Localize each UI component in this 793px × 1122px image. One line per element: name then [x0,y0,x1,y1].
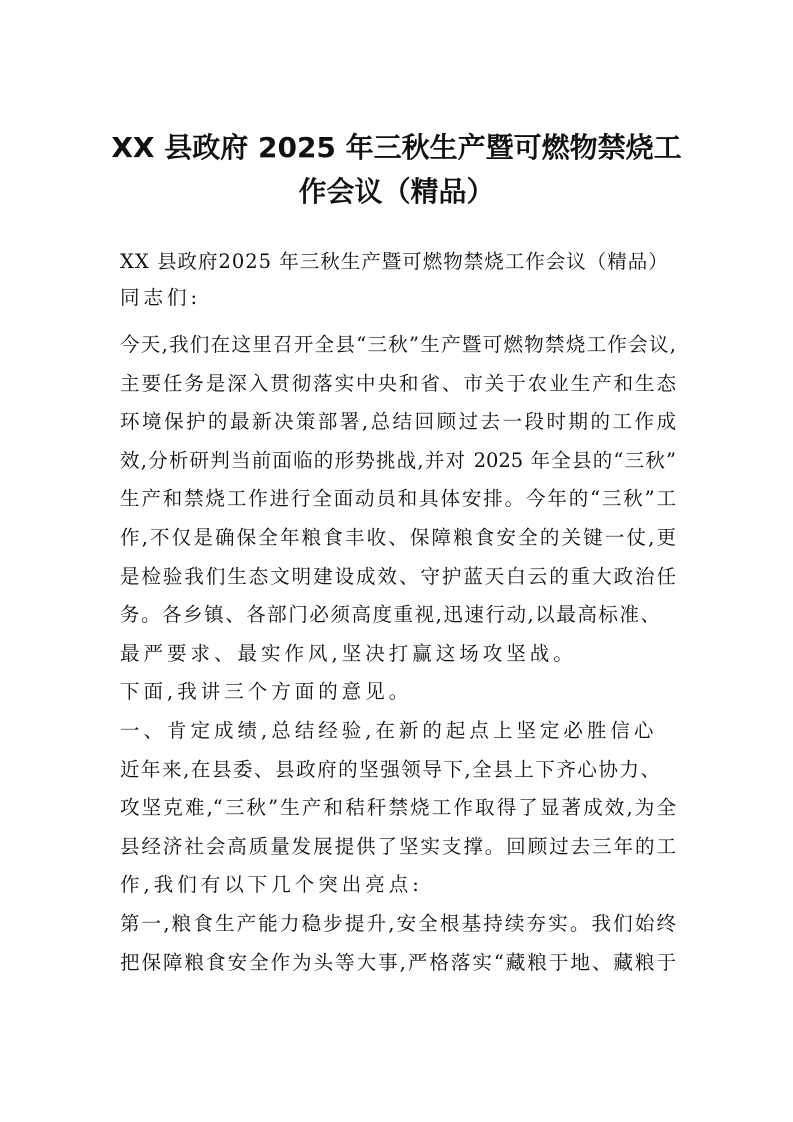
body-line: 近年来,在县委、县政府的坚强领导下,全县上下齐心协力、 [120,757,660,781]
body-line: 务。各乡镇、各部门必须高度重视,迅速行动,以最高标准、 [120,603,660,627]
body-line: 生产和禁烧工作进行全面动员和具体安排。今年的“三秋”工 [120,487,676,511]
salutation: 同志们: [120,286,202,309]
intro-block [120,244,676,316]
body-line: 环境保护的最新决策部署,总结回顾过去一段时期的工作成 [120,410,676,434]
document-title [100,126,693,214]
title-line: 作会议（精品） [298,175,495,208]
body-line: 主要任务是深入贯彻落实中央和省、市关于农业生产和生态 [120,371,676,395]
body-line: 攻坚克难,“三秋”生产和秸秆禁烧工作取得了显著成效,为全 [120,796,676,820]
body-line: 效,分析研判当前面临的形势挑战,并对 2025 年全县的“三秋” [120,448,676,472]
body-line: 第一,粮食生产能力稳步提升,安全根基持续夯实。我们始终 [120,911,676,935]
body-text [120,326,676,982]
title-line: XX 县政府 2025 年三秋生产暨可燃物禁烧工 [111,131,682,164]
body-line: 今天,我们在这里召开全县“三秋”生产暨可燃物禁烧工作会议, [120,333,676,356]
subtitle: XX 县政府2025 年三秋生产暨可燃物禁烧工作会议（精品） [120,250,669,273]
body-line: 作,不仅是确保全年粮食丰收、保障粮食安全的关键一仗,更 [120,525,676,549]
body-line: 县经济社会高质量发展提供了坚实支撑。回顾过去三年的工 [120,834,676,858]
body-line: 作,我们有以下几个突出亮点: [120,873,423,897]
body-line: 最严要求、最实作风,坚决打赢这场攻坚战。 [120,641,577,665]
body-line: 下面,我讲三个方面的意见。 [120,680,413,704]
body-line: 把保障粮食安全作为头等大事,严格落实“藏粮于地、藏粮于 [120,950,676,974]
section-heading: 一、肯定成绩,总结经验,在新的起点上坚定必胜信心 [120,718,658,742]
body-line: 是检验我们生态文明建设成效、守护蓝天白云的重大政治任 [120,564,676,588]
